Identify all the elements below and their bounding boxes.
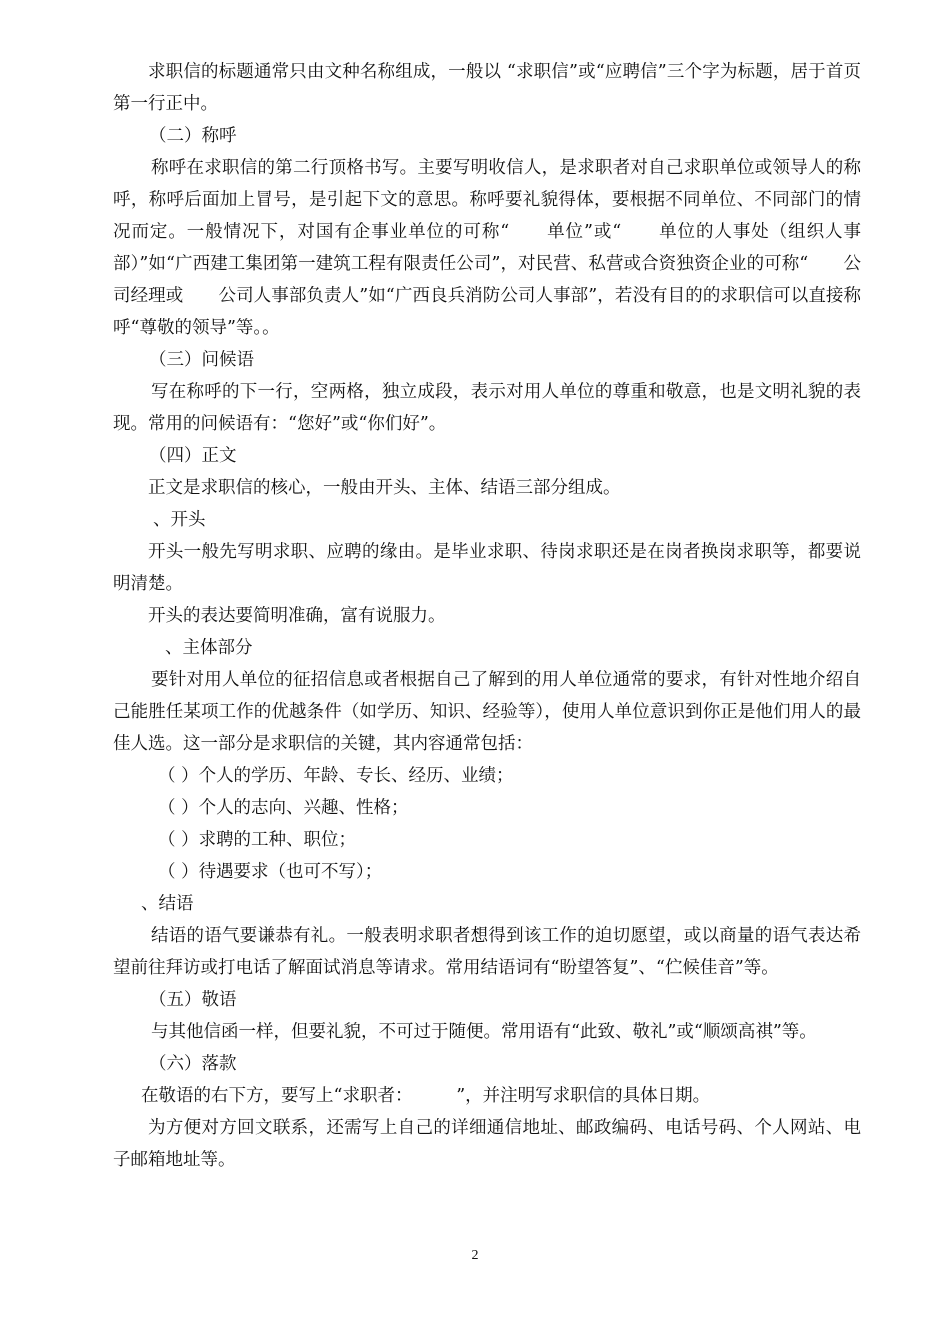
paragraph-title-format: 求职信的标题通常只由文种名称组成，一般以 “求职信”或“应聘信”三个字为标题，居于首页第一行正中。 (113, 62, 861, 114)
paragraph-closing: 结语的语气要谦恭有礼。一般表明求职者想得到该工作的迫切愿望，或以商量的语气表达希望前往拜访或打电话了解面试消息等请求。常用结语词有“盼望答复”、“伫候佳音”等。 (113, 926, 861, 978)
paragraph-courtesy: 与其他信函一样，但要礼貌，不可过于随便。常用语有“此致、敬礼”或“顺颂高祺”等。 (151, 1022, 817, 1042)
heading-body-text: （四）正文 (149, 446, 237, 466)
paragraph-greeting: 写在称呼的下一行，空两格，独立成段，表示对用人单位的尊重和敬意，也是文明礼貌的表现。常用的问候语有：“您好”或“你们好”。 (113, 382, 861, 434)
list-item: （ ）个人的志向、兴趣、性格； (158, 798, 409, 818)
subheading-main-part: 、主体部分 (165, 638, 253, 658)
paragraph-body-intro: 正文是求职信的核心，一般由开头、主体、结语三部分组成。 (148, 478, 621, 498)
subheading-closing: 、结语 (141, 894, 194, 914)
heading-courtesy: （五）敬语 (149, 990, 237, 1010)
heading-salutation: （二）称呼 (149, 126, 237, 146)
paragraph-signature: 在敬语的右下方，要写上“求职者： ”，并注明写求职信的具体日期。 (141, 1086, 711, 1106)
list-item: （ ）求聘的工种、职位； (158, 830, 357, 850)
heading-signature: （六）落款 (149, 1054, 237, 1074)
paragraph-salutation: 称呼在求职信的第二行顶格书写。主要写明收信人，是求职者对自己求职单位或领导人的称呼，称呼后面加上冒号，是引起下文的意思。称呼要礼貌得体，要根据不同单位、不同部门的情况而定。一般情况下，对国有企事业单位的可称“ 单位”或“ 单位的人事处（组织人事部）”如“广西建工集团第一建筑工程有限责任公司”，对民营、私营或合资独资企业的可称“ 公司经理或 公司人事部负责人”如“广西良兵消防公司人事部”，若没有目的的求职信可以直接称呼“尊敬的领导”等。。 (113, 158, 861, 338)
subheading-opening: 、开头 (153, 510, 206, 530)
paragraph-opening-expression: 开头的表达要简明准确，富有说服力。 (148, 606, 446, 626)
page-number: 2 (471, 1248, 479, 1263)
paragraph-opening: 开头一般先写明求职、应聘的缘由。是毕业求职、待岗求职还是在岗者换岗求职等，都要说明清楚。 (113, 542, 861, 594)
heading-greeting: （三）问候语 (149, 350, 254, 370)
list-item: （ ）个人的学历、年龄、专长、经历、业绩； (158, 766, 514, 786)
paragraph-main-part: 要针对用人单位的征招信息或者根据自己了解到的用人单位通常的要求，有针对性地介绍自己能胜任某项工作的优越条件（如学历、知识、经验等），使用人单位意识到你正是他们用人的最佳人选。这一部分是求职信的关键，其内容通常包括： (113, 670, 861, 754)
list-item: （ ）待遇要求（也可不写）； (158, 862, 383, 882)
document-body (113, 56, 861, 1176)
paragraph-contact: 为方便对方回文联系，还需写上自己的详细通信地址、邮政编码、电话号码、个人网站、电子邮箱地址等。 (113, 1118, 861, 1170)
